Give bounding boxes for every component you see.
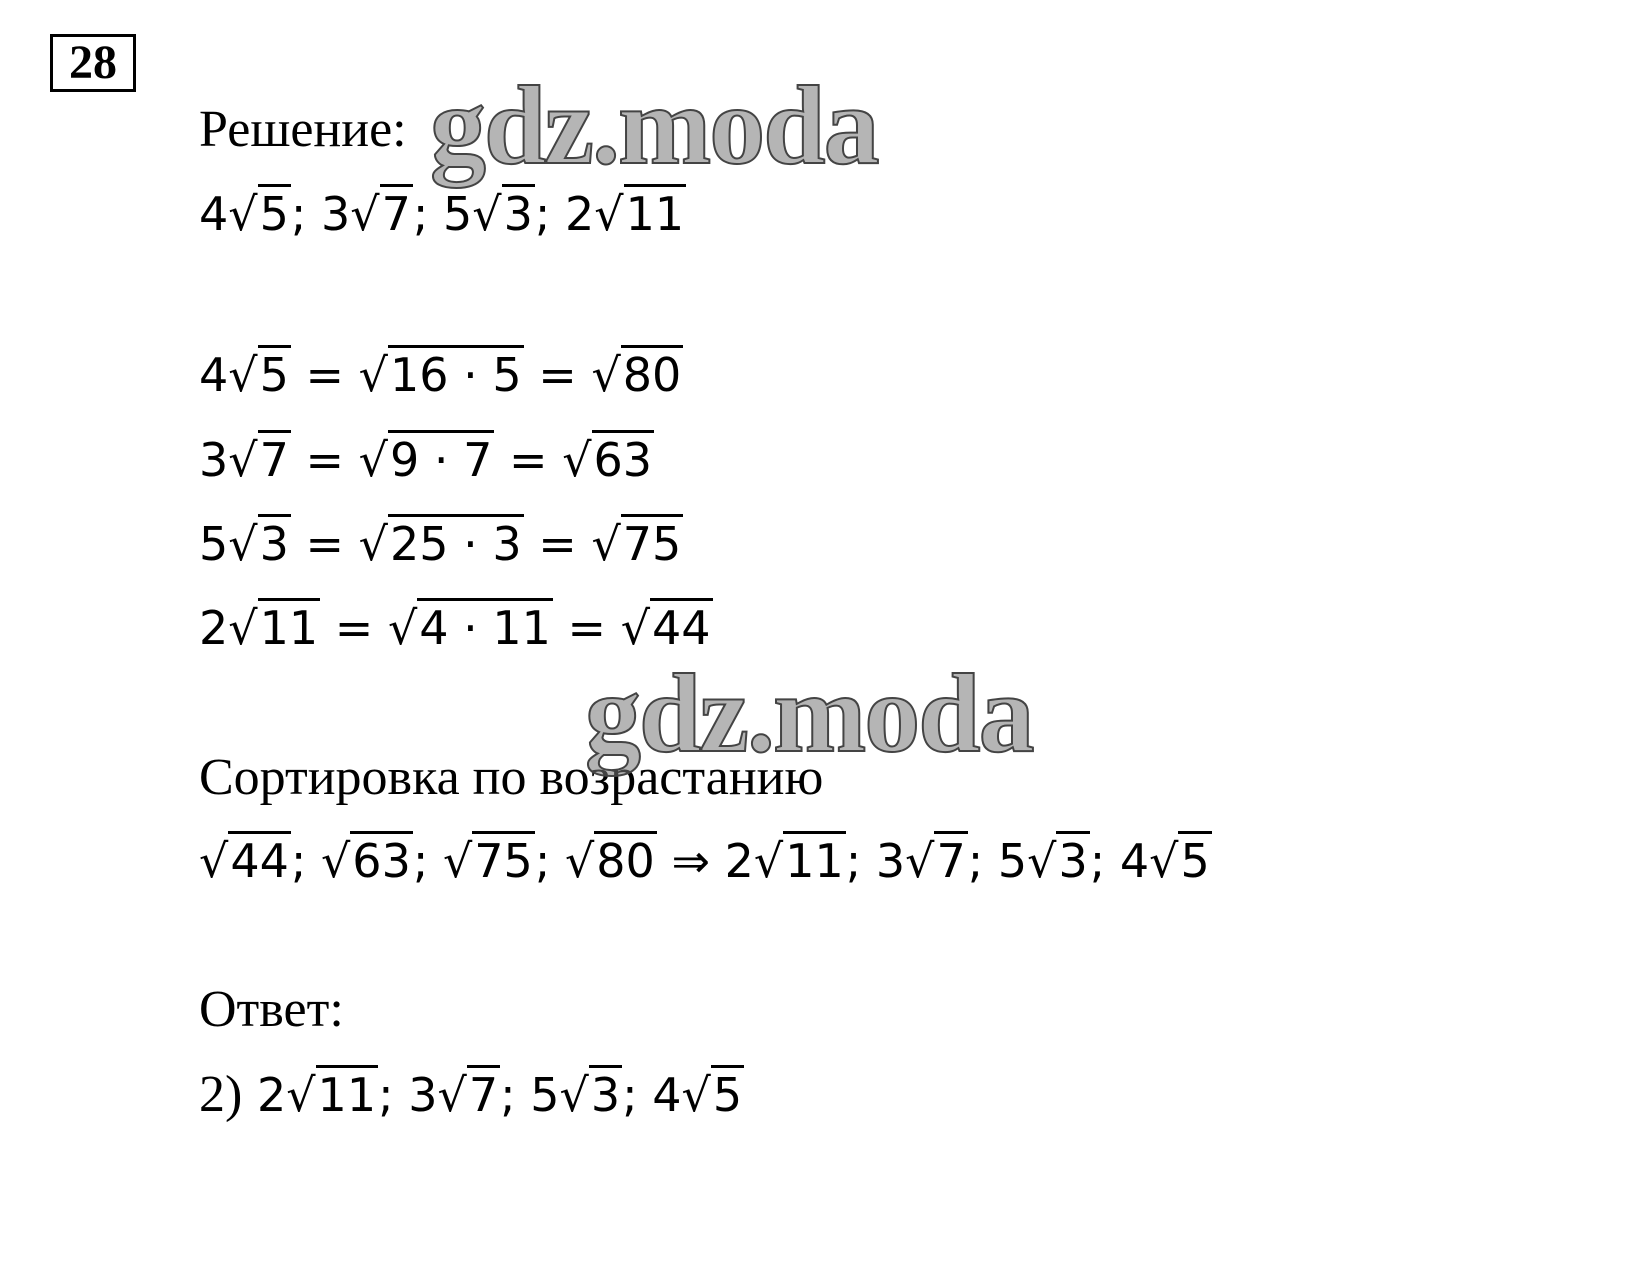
answer-line: 2) 2√11; 3√7; 5√3; 4√5 <box>199 1066 743 1123</box>
conversion-line: 2√11 = √4 · 11 = √44 <box>199 600 713 656</box>
problem-number: 28 <box>50 34 136 92</box>
answer-label: Ответ: <box>199 981 344 1038</box>
given-term: 3√7 <box>321 184 413 241</box>
given-list: 4√5; 3√7; 5√3; 2√11 <box>199 186 686 242</box>
implies-arrow: ⇒ <box>671 834 710 888</box>
conversion-line: 3√7 = √9 · 7 = √63 <box>199 432 654 488</box>
watermark-middle: gdz.moda <box>585 652 1033 776</box>
answer-prefix: 2) <box>199 1066 243 1123</box>
conversion-line: 4√5 = √16 · 5 = √80 <box>199 347 683 403</box>
given-term: 5√3 <box>443 184 535 241</box>
sort-label: Сортировка по возрастанию <box>199 749 824 806</box>
sorted-line: √44; √63; √75; √80 ⇒ 2√11; 3√7; 5√3; 4√5 <box>199 833 1212 889</box>
watermark-top: gdz.moda <box>430 64 878 188</box>
given-term: 2√11 <box>565 184 686 241</box>
solution-label: Решение: <box>199 101 407 158</box>
given-term: 4√5 <box>199 184 291 241</box>
conversion-line: 5√3 = √25 · 3 = √75 <box>199 516 683 572</box>
